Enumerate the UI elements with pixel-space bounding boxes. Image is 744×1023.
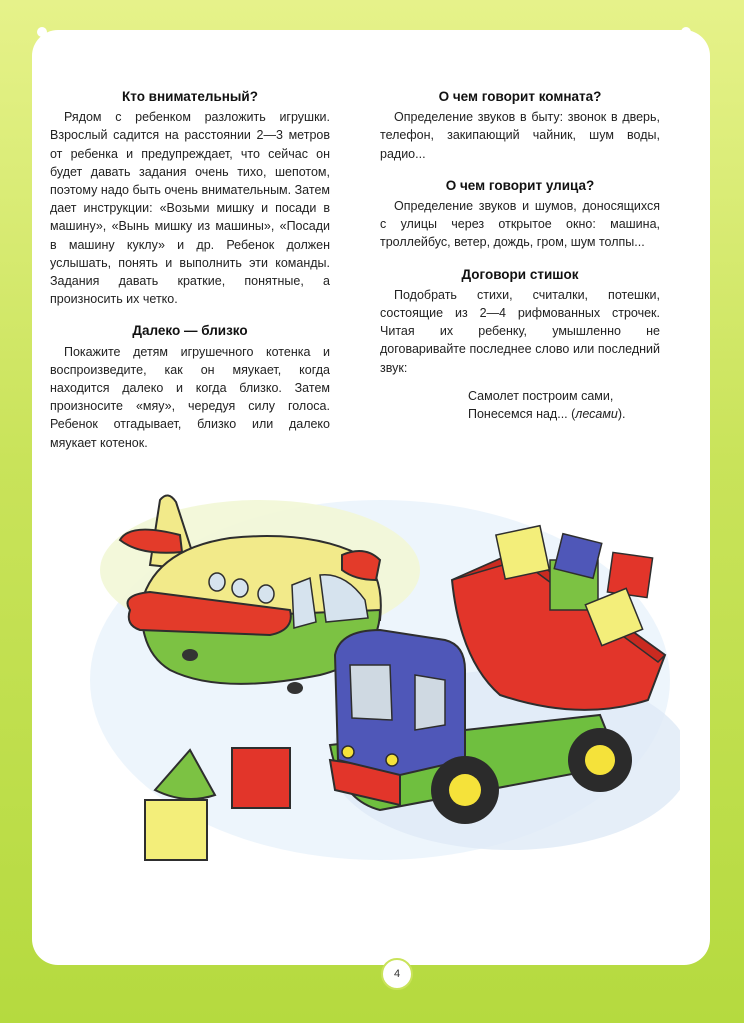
- yellow-cube: [145, 800, 207, 860]
- airplane-wheel: [182, 649, 198, 661]
- airplane-window: [258, 585, 274, 603]
- truck-windshield: [350, 665, 392, 720]
- section-title: Кто внимательный?: [122, 89, 258, 104]
- page-sheet: [32, 30, 710, 980]
- poem-line-2: [468, 405, 660, 423]
- section-rhyme: [380, 266, 660, 423]
- section-title: О чем говорит комната?: [438, 89, 602, 104]
- page-number: 4: [381, 958, 413, 990]
- airplane-window: [209, 573, 225, 591]
- truck-headlight: [386, 754, 398, 766]
- truck-headlight: [342, 746, 354, 758]
- section-text: Подобрать стихи, считалки, потешки, состоящие из 2—4 рифмованных строчек. Читая их ребенку, умышленно не договаривайте последнее слово или последний звук:: [380, 287, 660, 375]
- airplane-wheel: [287, 682, 303, 694]
- truck-wheel-hub: [449, 774, 481, 806]
- section-text: Определение звуков в быту: звонок в дверь, телефон, закипающий чайник, шум воды, радио...: [380, 110, 660, 161]
- section-far-near: [50, 322, 330, 451]
- right-column: [380, 88, 660, 423]
- poem-line-1: Самолет построим сами,: [468, 388, 614, 403]
- toys-illustration: [80, 460, 680, 880]
- truck-side-window: [415, 675, 445, 730]
- section-street: [380, 177, 660, 252]
- section-text: Покажите детям игрушечного котенка и воспроизведите, как он мяукает, когда находится далеко и когда близко. Затем произносите «мяу», чередуя силу голоса. Ребенок отгадывает, близко или далеко мяукает котенок.: [50, 344, 330, 450]
- poem: [468, 387, 660, 423]
- poem-line-2-end: ).: [617, 406, 626, 421]
- truck-wheel-hub: [585, 745, 615, 775]
- block: [607, 552, 652, 597]
- poem-answer: лесами: [575, 406, 618, 421]
- section-title: Далеко — близко: [132, 323, 248, 339]
- block: [496, 526, 549, 579]
- section-attentive: [50, 88, 330, 308]
- poem-line-2-start: Понесемся над... (: [468, 406, 576, 421]
- section-title: Договори стишок: [461, 266, 579, 282]
- section-text: Рядом с ребенком разложить игрушки. Взрослый садится на расстоянии 2—3 метров от ребенка и предупреждает, что сейчас он будет давать задания очень тихо, шепотом, поэтому надо быть очень внимательным. Затем дает инструкции: «Возьми мишку и посади в машину», «Вынь мишку из машины», «Посади в машину куклу» и др. Ребенок должен услышать, понять и выполнить эти команды. Задания давать краткие, понятные, а произносить их четко.: [50, 110, 330, 307]
- left-column: [50, 88, 330, 466]
- section-text: Определение звуков и шумов, доносящихся с улицы через открытое окно: машина, троллейбус, ветер, дождь, гром, шум толпы...: [380, 199, 660, 250]
- section-room: [380, 88, 660, 163]
- airplane-window: [232, 579, 248, 597]
- red-cube: [232, 748, 290, 808]
- section-title: О чем говорит улица?: [445, 177, 595, 193]
